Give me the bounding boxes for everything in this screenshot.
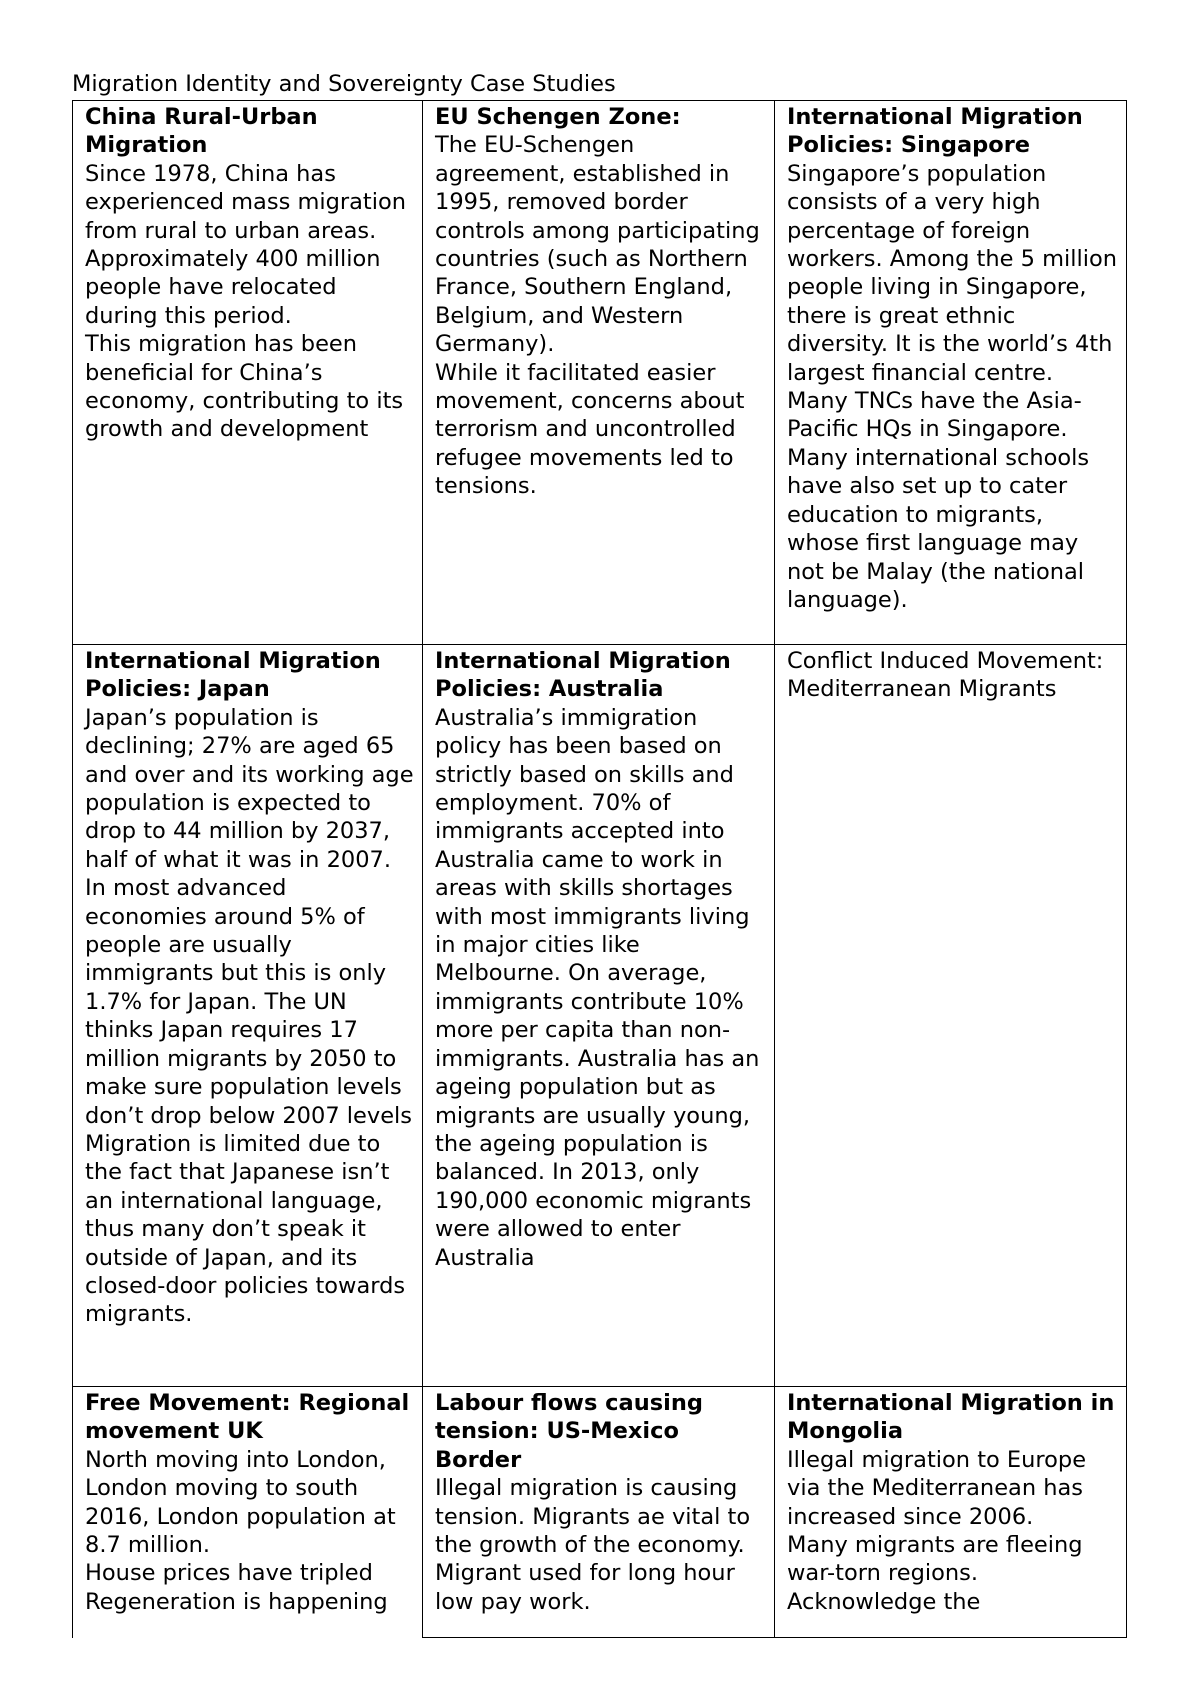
case-cell-mongolia bbox=[775, 1387, 1127, 1638]
case-cell-uk bbox=[73, 1387, 423, 1638]
case-paragraph: Many migrants are fleeing war-torn regions. bbox=[787, 1532, 1083, 1587]
case-title: EU Schengen Zone: bbox=[435, 104, 681, 130]
case-cell-mediterranean bbox=[775, 645, 1127, 1387]
case-title: Conflict Induced Movement: Mediterranean Migrants bbox=[787, 648, 1104, 703]
case-paragraph: House prices have tripled Regeneration is happening bbox=[85, 1560, 388, 1615]
case-paragraph: Singapore’s population consists of a very high percentage of foreign workers. Among the 5 million people living in Singapore, there is great ethnic diversity. It is the world’s 4th largest financial centre. Many TNCs have the Asia-Pacific HQs in Singapore. Many international schools have also set up to cater education to migrants, whose first language may not be Malay (the national language). bbox=[787, 160, 1118, 613]
case-title: Free Movement: Regional movement UK bbox=[85, 1390, 410, 1445]
case-paragraph: North moving into London, London moving to south 2016, London population at 8.7 million. bbox=[85, 1446, 396, 1559]
case-title: China Rural-Urban Migration bbox=[85, 104, 318, 159]
table-row bbox=[73, 101, 1127, 645]
table-row bbox=[73, 645, 1127, 1387]
case-paragraph: Since 1978, China has experienced mass migration from rural to urban areas. bbox=[85, 160, 407, 244]
case-title: International Migration Policies: Japan bbox=[85, 648, 381, 703]
case-paragraph: Acknowledge the bbox=[787, 1588, 981, 1615]
case-paragraph: Australia’s immigration policy has been based on strictly based on skills and employment. 70% of immigrants accepted into Australia came to work in areas with skills shortages with most immigrants living in major cities like Melbourne. On average, immigrants contribute 10% more per capita than non-immigrants. Australia has an ageing population but as migrants are usually young, the ageing population is balanced. In 2013, only 190,000 economic migrants were allowed to enter Australia bbox=[435, 704, 760, 1271]
case-studies-table bbox=[72, 100, 1127, 1638]
case-paragraph: The EU-Schengen agreement, established in 1995, removed border controls among participating countries (such as Northern France, Southern England, Belgium, and Western Germany). bbox=[435, 132, 760, 358]
case-title: Labour flows causing tension: US-Mexico Border bbox=[435, 1390, 703, 1473]
case-paragraph: Illegal migration to Europe via the Mediterranean has increased since 2006. bbox=[787, 1446, 1087, 1530]
case-paragraph: Japan’s population is declining; 27% are aged 65 and over and its working age population is expected to drop to 44 million by 2037, half of what it was in 2007. In most advanced economies around 5% of people are usually immigrants but this is only 1.7% for Japan. The UN thinks Japan requires 17 million migrants by 2050 to make sure population levels don’t drop below 2007 levels Migration is limited due to the fact that Japanese isn’t an international language, thus many don’t speak it outside of Japan, and its closed-door policies towards migrants. bbox=[85, 704, 414, 1328]
case-title: International Migration Policies: Australia bbox=[435, 648, 731, 703]
case-cell-japan bbox=[73, 645, 423, 1387]
table-row bbox=[73, 1387, 1127, 1638]
case-title: International Migration Policies: Singapore bbox=[787, 104, 1083, 159]
case-title: International Migration in Mongolia bbox=[787, 1390, 1115, 1445]
page-title: Migration Identity and Sovereignty Case Studies bbox=[72, 71, 616, 97]
case-paragraph: This migration has been beneficial for China’s economy, contributing to its growth and development bbox=[85, 331, 404, 443]
case-paragraph: Illegal migration is causing tension. Migrants ae vital to the growth of the economy. Migrant used for long hour low pay work. bbox=[435, 1475, 751, 1615]
case-cell-australia bbox=[423, 645, 775, 1387]
case-paragraph: Approximately 400 million people have relocated during this period. bbox=[85, 246, 381, 329]
case-paragraph: While it facilitated easier movement, concerns about terrorism and uncontrolled refugee movements led to tensions. bbox=[435, 359, 745, 500]
case-cell-eu-schengen bbox=[423, 101, 775, 645]
case-cell-singapore bbox=[775, 101, 1127, 645]
case-cell-china bbox=[73, 101, 423, 645]
case-cell-us-mexico bbox=[423, 1387, 775, 1638]
